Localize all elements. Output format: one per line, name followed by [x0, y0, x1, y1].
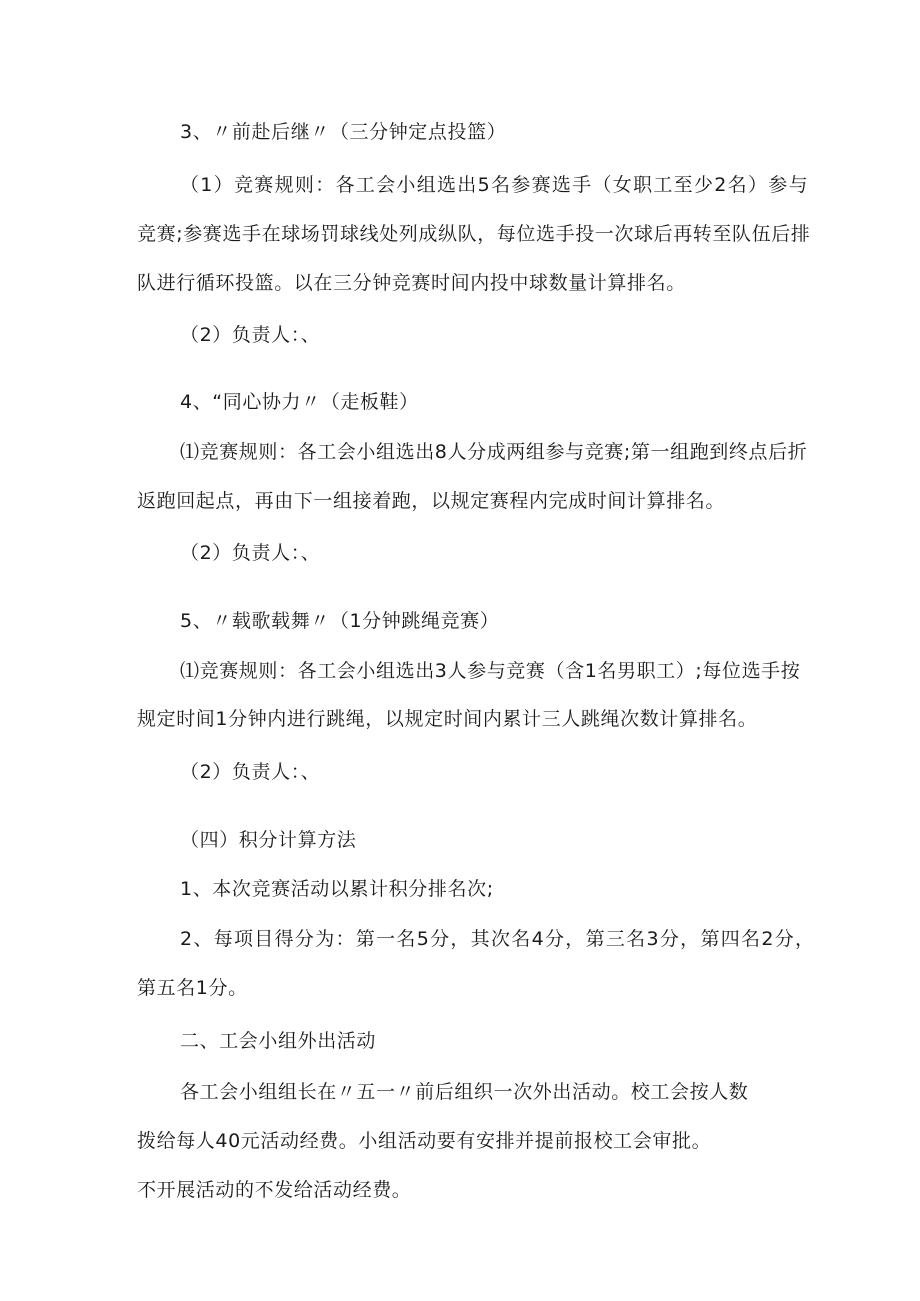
paragraph-line: 规定时间1分钟内进行跳绳，以规定时间内累计三人跳绳次数计算排名。 [137, 708, 758, 730]
responsible-person-line: （2）负责人：、 [180, 761, 321, 783]
heading-item-4: 4、“同心协力〃（走板鞋） [180, 391, 419, 413]
paragraph-line: （1）竞赛规则：各工会小组选出5名参赛选手（女职工至少2名）参与 [180, 174, 809, 196]
responsible-person-line: （2）负责人：、 [180, 542, 321, 564]
section-heading-scoring: （四）积分计算方法 [180, 829, 357, 851]
paragraph-line: 不开展活动的不发给活动经费。 [137, 1179, 412, 1201]
paragraph-line: 返跑回起点，再由下一组接着跑，以规定赛程内完成时间计算排名。 [137, 490, 726, 512]
heading-item-3: 3、〃前赴后继〃（三分钟定点投篮） [180, 121, 507, 143]
paragraph-line: 竞赛;参赛选手在球场罚球线处列成纵队，每位选手投一次球后再转至队伍后排 [137, 223, 811, 245]
paragraph-line: ⑴竞赛规则：各工会小组选出8人分成两组参与竞赛;第一组跑到终点后折 [180, 441, 808, 463]
heading-item-5: 5、〃载歌载舞〃（1分钟跳绳竞赛） [180, 610, 500, 632]
section-heading-outing: 二、工会小组外出活动 [180, 1030, 377, 1052]
paragraph-line: 第五名1分。 [137, 977, 248, 999]
paragraph-line: ⑴竞赛规则：各工会小组选出3人参与竞赛（含1名男职工）;每位选手按 [180, 660, 801, 682]
paragraph-line: 队进行循环投篮。以在三分钟竞赛时间内投中球数量计算排名。 [137, 272, 686, 294]
responsible-person-line: （2）负责人：、 [180, 324, 321, 346]
paragraph-line: 各工会小组组长在〃五一〃前后组织一次外出活动。校工会按人数 [180, 1081, 749, 1103]
paragraph-line: 2、每项目得分为：第一名5分，其次名4分，第三名3分，第四名2分， [180, 928, 816, 950]
paragraph-line: 1、本次竞赛活动以累计积分排名次; [180, 878, 494, 900]
paragraph-line: 拨给每人40元活动经费。小组活动要有安排并提前报校工会审批。 [137, 1130, 712, 1152]
